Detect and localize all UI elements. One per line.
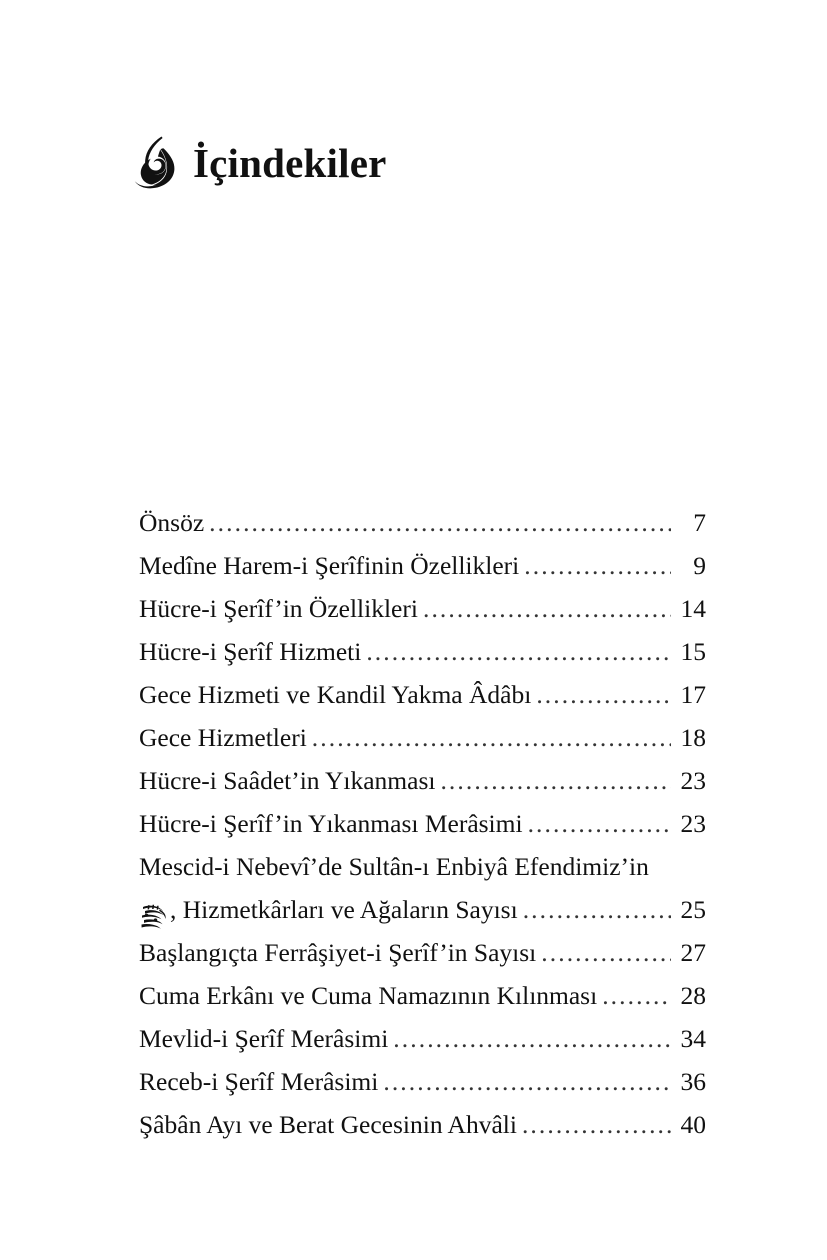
toc-entry-label: Hücre-i Şerîf’in Yıkanması Merâsimi [139,809,523,838]
dot-leader [541,931,671,974]
toc-entry-label: Hücre-i Saâdet’in Yıkanması [139,766,436,795]
page-heading [133,128,387,200]
dot-leader [366,630,671,673]
toc-entry[interactable] [139,1103,706,1146]
toc-entry[interactable] [139,544,706,587]
toc-page-number: 7 [693,508,706,537]
toc-entry-label: Gece Hizmeti ve Kandil Yakma Âdâbı [139,680,532,709]
toc-page-number: 9 [693,551,706,580]
dot-leader [209,501,671,544]
toc-entry[interactable] [139,845,706,931]
toc-entry[interactable] [139,1060,706,1103]
dot-leader [524,544,671,587]
dot-leader [528,802,671,845]
toc-page-number: 28 [680,981,706,1010]
sallallahu-alayhi-wasallam-glyph [139,903,169,931]
tulip-ornament-icon [133,134,179,194]
toc-entry-label: Medîne Harem-i Şerîfinin Özellikleri [139,551,520,580]
toc-page-number: 23 [680,766,706,795]
toc-entry[interactable] [139,931,706,974]
toc-entry[interactable] [139,759,706,802]
toc-entry-label: Hücre-i Şerîf Hizmeti [139,637,362,666]
dot-leader [383,1060,671,1103]
toc-entry-label-line-2: , Hizmetkârları ve Ağaların Sayısı [170,895,518,924]
toc-entry-label: Başlangıçta Ferrâşiyet-i Şerîf’in Sayısı [139,938,537,967]
toc-entry[interactable] [139,673,706,716]
toc-entry-label: Cuma Erkânı ve Cuma Namazının Kılınması [139,981,598,1010]
dot-leader [440,759,671,802]
toc-entry[interactable] [139,1017,706,1060]
toc-entry-label: Receb-i Şerîf Merâsimi [139,1067,379,1096]
toc-page-number: 18 [680,723,706,752]
toc-entry[interactable] [139,501,706,544]
toc-page-number: 34 [680,1024,706,1053]
toc-page-number: 27 [680,938,706,967]
toc-page-number: 25 [680,895,706,924]
toc-entry[interactable] [139,630,706,673]
toc-entry-label: Gece Hizmetleri [139,723,307,752]
toc-page-number: 40 [680,1110,706,1139]
dot-leader [522,1103,671,1146]
toc-entry[interactable] [139,974,706,1017]
toc-entry[interactable] [139,716,706,759]
dot-leader [602,974,671,1017]
toc-page-number: 36 [680,1067,706,1096]
page-title: İçindekiler [193,139,387,186]
toc-page-number: 23 [680,809,706,838]
toc-entry-label: Hücre-i Şerîf’in Özellikleri [139,594,418,623]
table-of-contents [139,501,706,1146]
toc-entry-label: Mevlid-i Şerîf Merâsimi [139,1024,389,1053]
toc-entry-label: Önsöz [139,508,205,537]
dot-leader [312,716,671,759]
toc-entry[interactable] [139,587,706,630]
toc-page-number: 15 [680,637,706,666]
toc-page-number: 14 [680,594,706,623]
dot-leader [393,1017,671,1060]
dot-leader [536,673,671,716]
toc-entry-label-line-1: Mescid-i Nebevî’de Sultân-ı Enbiyâ Efendimiz’in [139,852,649,881]
dot-leader [523,888,671,931]
toc-entry[interactable] [139,802,706,845]
dot-leader [423,587,671,630]
toc-page-number: 17 [680,680,706,709]
toc-entry-label: Şâbân Ayı ve Berat Gecesinin Ahvâli [139,1110,517,1139]
